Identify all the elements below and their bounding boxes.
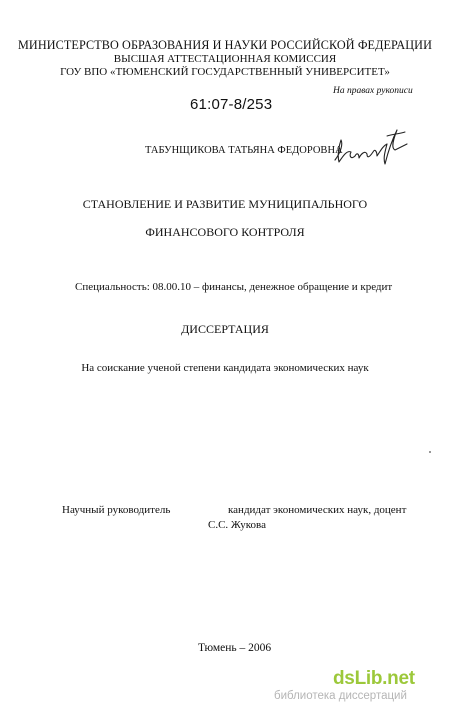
thesis-title-line-1: СТАНОВЛЕНИЕ И РАЗВИТИЕ МУНИЦИПАЛЬНОГО	[82, 197, 368, 211]
supervisor-name: С.С. Жукова	[208, 519, 266, 531]
supervisor-title: кандидат экономических наук, доцент	[228, 504, 407, 516]
supervisor-label: Научный руководитель	[62, 504, 171, 516]
city-year: Тюмень – 2006	[198, 642, 272, 654]
degree-line: На соискание ученой степени кандидата экономических наук	[81, 362, 369, 374]
rights-note: На правах рукописи	[333, 86, 413, 96]
ministry-heading: МИНИСТЕРСТВО ОБРАЗОВАНИЯ И НАУКИ РОССИЙСКОЙ ФЕДЕРАЦИИ	[18, 38, 432, 52]
document-type: ДИССЕРТАЦИЯ	[181, 322, 269, 336]
specialty-line: Специальность: 08.00.10 – финансы, денежное обращение и кредит	[75, 281, 393, 293]
scan-speck	[429, 451, 431, 453]
author-name: ТАБУНЩИКОВА ТАТЬЯНА ФЕДОРОВНА	[145, 145, 343, 156]
thesis-title-line-2: ФИНАНСОВОГО КОНТРОЛЯ	[145, 225, 305, 239]
handwritten-signature	[327, 122, 417, 172]
university-heading: ГОУ ВПО «ТЮМЕНСКИЙ ГОСУДАРСТВЕННЫЙ УНИВЕРСИТЕТ»	[60, 66, 390, 78]
catalog-code: 61:07-8/253	[190, 96, 273, 113]
watermark-subtitle: библиотека диссертаций	[274, 690, 407, 702]
watermark-logo: dsLib.net	[333, 668, 415, 689]
commission-heading: ВЫСШАЯ АТТЕСТАЦИОННАЯ КОМИССИЯ	[113, 53, 337, 65]
